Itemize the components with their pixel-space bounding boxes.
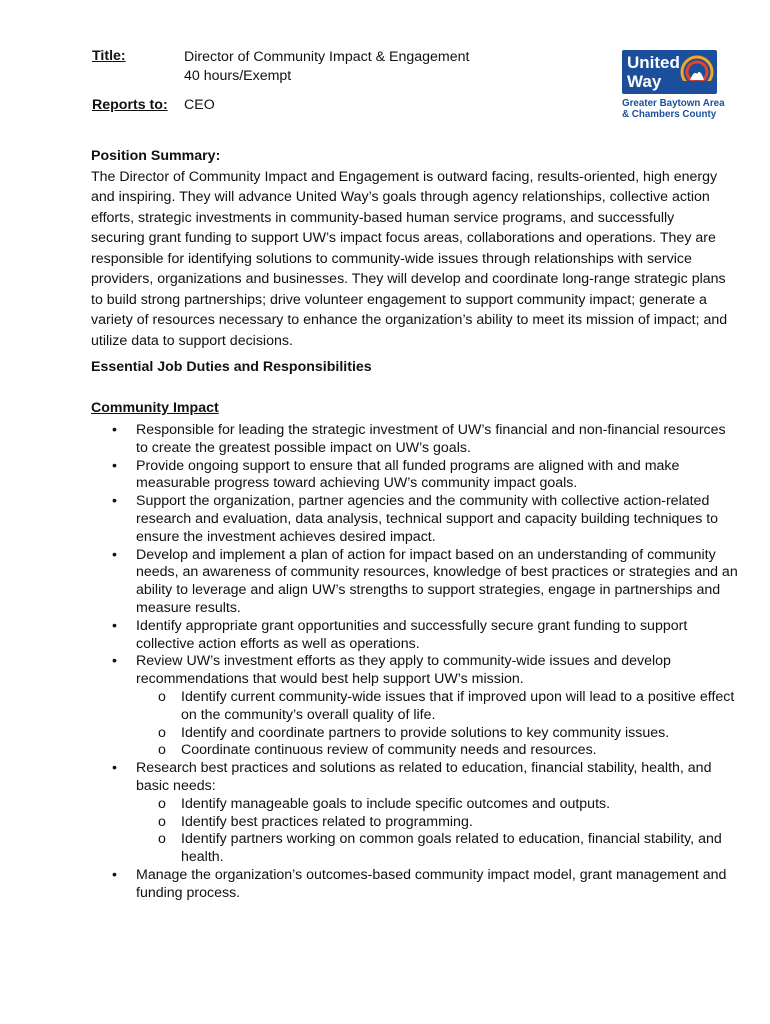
duty-sub-text: Coordinate continuous review of community needs and resources. xyxy=(181,742,597,759)
logo-subtitle-line1: Greater Baytown Area xyxy=(622,98,725,109)
reports-to-value: CEO xyxy=(184,97,215,113)
duty-sub-list xyxy=(136,689,741,760)
duty-text: Responsible for leading the strategic investment of UW’s financial and non-financial resources to create the greatest possible impact on UW’s goals. xyxy=(136,422,726,456)
bullet-marker: • xyxy=(112,546,117,563)
duty-text: Develop and implement a plan of action for impact based on an understanding of community needs, an awareness of community resources, knowledge of best practices or strategies and an ability to leverage and align UW’s strengths to support strategies, engage in partnerships and measure results. xyxy=(136,546,738,616)
logo-subtitle xyxy=(622,98,725,120)
bullet-marker: • xyxy=(112,422,117,438)
bullet-marker: • xyxy=(112,760,117,777)
duty-sub-text: Identify best practices related to programming. xyxy=(181,813,473,830)
reports-to-label: Reports to: xyxy=(92,97,168,113)
duty-text: Provide ongoing support to ensure that all funded programs are aligned with and make measurable progress toward achieving UW’s community impact goals. xyxy=(136,457,680,492)
duty-sub-text: Identify manageable goals to include specific outcomes and outputs. xyxy=(181,795,611,812)
duty-text: Identify appropriate grant opportunities and successfully secure grant funding to support collective action efforts as well as operations. xyxy=(136,617,688,652)
logo-name-line2: Way xyxy=(627,72,662,91)
title-value xyxy=(184,48,469,86)
bullet-marker: • xyxy=(112,653,117,670)
sub-bullet-marker: o xyxy=(158,724,166,741)
duty-text: Manage the organization’s outcomes-based community impact model, grant management and funding process. xyxy=(136,866,727,901)
duty-sub-text: Identify partners working on common goals related to education, financial stability, and health. xyxy=(181,831,722,866)
job-title: Director of Community Impact & Engagement xyxy=(184,49,470,65)
logo-name-line1: United xyxy=(627,53,680,72)
sub-bullet-marker: o xyxy=(158,742,166,759)
duty-text: Research best practices and solutions as related to education, financial stability, health, and basic needs: xyxy=(136,760,712,794)
duty-sub-item xyxy=(91,814,741,832)
logo-mark xyxy=(622,50,717,94)
community-impact-heading: Community Impact xyxy=(91,400,219,416)
hand-rainbow-icon xyxy=(680,54,714,90)
duty-item xyxy=(91,422,741,458)
position-summary xyxy=(91,146,731,351)
duty-sub-text: Identify current community-wide issues that if improved upon will lead to a positive effect on the community’s overall quality of life. xyxy=(181,688,735,723)
job-hours: 40 hours/Exempt xyxy=(184,68,292,84)
duty-item xyxy=(91,458,741,494)
duty-sub-item xyxy=(91,796,741,814)
bullet-marker: • xyxy=(112,617,117,634)
sub-bullet-marker: o xyxy=(158,813,166,830)
logo-wordmark xyxy=(627,53,680,91)
duty-item xyxy=(91,867,741,903)
duties-list-container xyxy=(91,422,741,903)
duty-sub-item xyxy=(91,742,741,760)
duty-item xyxy=(91,493,741,546)
sub-bullet-marker: o xyxy=(158,688,166,705)
sub-bullet-marker: o xyxy=(158,795,166,812)
bullet-marker: • xyxy=(112,457,117,474)
position-summary-text: The Director of Community Impact and Engagement is outward facing, results-oriented, high energy and inspiring. They will advance United Way’s goals through agency relationships, collective action efforts, strategic investments in community-based human service programs, and successfully securing grant funding to support UW’s impact focus areas, collaborations and operations. They are responsible for identifying solutions to community-wide issues through relationships with service providers, organizations and businesses. They will develop and coordinate long-range strategic plans to build strong partnerships; drive volunteer engagement to support community impact; generate a variety of resources necessary to enhance the organization’s ability to meet its mission of impact; and utilize data to support decisions. xyxy=(91,168,728,349)
duty-sub-item xyxy=(91,831,741,867)
duty-item xyxy=(91,653,741,760)
position-summary-heading: Position Summary: xyxy=(91,148,221,164)
duties-list xyxy=(91,422,741,903)
title-label: Title: xyxy=(92,48,126,64)
essential-duties-heading: Essential Job Duties and Responsibilities xyxy=(91,359,372,375)
duty-text: Support the organization, partner agencies and the community with collective action-related research and evaluation, data analysis, technical support and capacity building techniques to ensure the investment achieves desired impact. xyxy=(136,493,719,545)
bullet-marker: • xyxy=(112,493,117,510)
duty-item xyxy=(91,618,741,654)
sub-bullet-marker: o xyxy=(158,831,166,848)
duty-sub-list xyxy=(136,796,741,867)
duty-sub-item xyxy=(91,689,741,725)
duty-item xyxy=(91,760,741,867)
united-way-logo xyxy=(622,50,725,120)
duty-text: Review UW’s investment efforts as they apply to community-wide issues and develop recommendations that would best help support UW’s mission. xyxy=(136,653,671,688)
logo-subtitle-line2: & Chambers County xyxy=(622,109,717,120)
bullet-marker: • xyxy=(112,866,117,883)
duty-sub-item xyxy=(91,725,741,743)
duty-sub-text: Identify and coordinate partners to provide solutions to key community issues. xyxy=(181,724,670,741)
duty-item xyxy=(91,547,741,618)
